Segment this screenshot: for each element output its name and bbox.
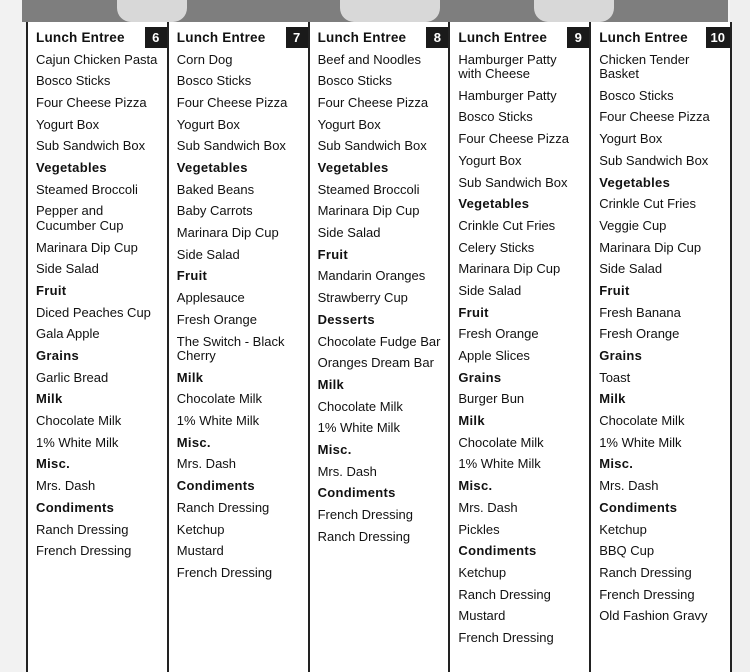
day-number-badge: 8 (426, 27, 448, 48)
menu-item: Veggie Cup (599, 217, 667, 233)
category-heading: Condiments (36, 499, 115, 515)
column-header (458, 27, 589, 49)
menu-item: Chocolate Milk (458, 434, 544, 450)
category-heading: Vegetables (317, 160, 389, 176)
menu-item: Four Cheese Pizza (599, 109, 710, 125)
menu-item: Ketchup (599, 521, 647, 537)
menu-item: Cajun Chicken Pasta (36, 51, 158, 67)
menu-item: Pickles (458, 521, 500, 537)
column-title: Lunch Entree (36, 30, 125, 45)
menu-item: Diced Peaches Cup (36, 304, 151, 320)
menu-item: Side Salad (36, 261, 99, 277)
menu-item: Four Cheese Pizza (458, 131, 569, 147)
menu-item: Ranch Dressing (458, 586, 551, 602)
menu-item: Four Cheese Pizza (317, 94, 429, 110)
menu-item: 1% White Milk (599, 434, 682, 450)
menu-item: Ketchup (458, 564, 507, 580)
category-heading: Misc. (176, 434, 211, 450)
category-heading: Condiments (599, 499, 678, 515)
menu-item: Pepper and Cucumber Cup (36, 203, 124, 233)
menu-item: Four Cheese Pizza (176, 94, 288, 110)
menu-item: Ranch Dressing (599, 564, 692, 580)
menu-item: Marinara Dip Cup (599, 239, 702, 255)
category-heading: Fruit (36, 282, 67, 298)
category-heading: Milk (317, 376, 345, 392)
menu-item: Celery Sticks (458, 239, 535, 255)
page-right-margin (730, 0, 750, 672)
menu-item: Sub Sandwich Box (599, 152, 709, 168)
menu-item: Yogurt Box (176, 116, 240, 132)
menu-item: 1% White Milk (36, 434, 119, 450)
menu-item: French Dressing (458, 629, 554, 645)
menu-item: Chocolate Milk (599, 413, 685, 429)
menu-item: Fresh Orange (599, 326, 680, 342)
category-heading: Vegetables (36, 160, 107, 176)
menu-item: Crinkle Cut Fries (458, 217, 556, 233)
menu-item: Sub Sandwich Box (176, 138, 286, 154)
menu-item: Side Salad (317, 225, 381, 241)
menu-item: Sub Sandwich Box (36, 138, 146, 154)
menu-item: Garlic Bread (36, 369, 109, 385)
menu-item: Oranges Dream Bar (317, 355, 434, 371)
menu-item: 1% White Milk (317, 420, 400, 436)
mascot-image-3 (534, 0, 614, 22)
menu-item: 1% White Milk (458, 456, 541, 472)
menu-day-column (28, 22, 169, 672)
menu-item: Old Fashion Gravy (599, 608, 708, 624)
menu-item: Mrs. Dash (458, 499, 518, 515)
category-heading: Milk (458, 413, 485, 429)
menu-item: Toast (599, 369, 631, 385)
menu-item: Mrs. Dash (317, 463, 377, 479)
menu-item: Mustard (458, 608, 506, 624)
menu-item: Ketchup (176, 521, 225, 537)
menu-item: Sub Sandwich Box (317, 138, 427, 154)
menu-item: Fresh Banana (599, 304, 681, 320)
category-heading: Fruit (317, 246, 348, 262)
menu-item: Beef and Noodles (317, 51, 421, 67)
menu-day-column (310, 22, 451, 672)
menu-item: Marinara Dip Cup (176, 225, 279, 241)
menu-item: French Dressing (176, 564, 273, 580)
category-heading: Fruit (458, 304, 489, 320)
column-title: Lunch Entree (317, 30, 407, 45)
menu-item: 1% White Milk (176, 413, 260, 429)
category-heading: Vegetables (458, 196, 530, 212)
menu-item: Crinkle Cut Fries (599, 196, 696, 212)
category-heading: Milk (176, 369, 204, 385)
category-heading: Vegetables (599, 174, 671, 190)
column-title: Lunch Entree (458, 30, 548, 45)
menu-day-column (450, 22, 591, 672)
menu-item: Burger Bun (458, 391, 525, 407)
menu-item: Yogurt Box (599, 131, 663, 147)
menu-item: Chocolate Fudge Bar (317, 333, 441, 349)
category-heading: Condiments (317, 485, 396, 501)
menu-item: Yogurt Box (458, 152, 522, 168)
category-heading: Grains (458, 369, 502, 385)
category-heading: Condiments (458, 543, 537, 559)
category-heading: Grains (599, 348, 643, 364)
category-heading: Misc. (36, 456, 71, 472)
menu-item: French Dressing (317, 507, 413, 523)
menu-item: Hamburger Patty (458, 87, 557, 103)
category-heading: Grains (36, 348, 79, 364)
category-heading: Misc. (317, 441, 352, 457)
menu-item: Mandarin Oranges (317, 268, 426, 284)
menu-item: Bosco Sticks (176, 73, 252, 89)
category-heading: Misc. (458, 478, 493, 494)
lunch-menu-table (26, 22, 732, 672)
menu-item: Marinara Dip Cup (36, 239, 138, 255)
menu-item: Marinara Dip Cup (458, 261, 561, 277)
menu-item: Bosco Sticks (599, 87, 674, 103)
category-heading: Desserts (317, 311, 375, 327)
menu-item: The Switch - Black Cherry (176, 333, 285, 364)
menu-item: Apple Slices (458, 348, 530, 364)
menu-item: Side Salad (599, 261, 663, 277)
menu-item: Strawberry Cup (317, 290, 408, 306)
menu-day-column (591, 22, 730, 672)
menu-item: Chocolate Milk (317, 398, 403, 414)
mascot-image-2 (340, 0, 440, 22)
menu-item: Ranch Dressing (176, 499, 270, 515)
menu-item: Steamed Broccoli (36, 181, 138, 197)
menu-item: Mrs. Dash (599, 478, 659, 494)
menu-item: Side Salad (458, 282, 522, 298)
menu-item: Gala Apple (36, 326, 100, 342)
mascot-image-1 (117, 0, 187, 22)
menu-item: Bosco Sticks (458, 109, 533, 125)
day-number-badge: 7 (286, 27, 308, 48)
menu-item: Four Cheese Pizza (36, 94, 147, 110)
menu-item: Mustard (176, 543, 224, 559)
menu-day-column (169, 22, 310, 672)
category-heading: Fruit (176, 268, 208, 284)
menu-item: Bosco Sticks (36, 73, 111, 89)
menu-item: Hamburger Patty with Cheese (458, 51, 557, 82)
column-header (177, 27, 308, 49)
page-left-margin (0, 0, 22, 672)
menu-item: Baked Beans (176, 181, 255, 197)
menu-item: Yogurt Box (36, 116, 100, 132)
column-header (599, 27, 730, 49)
menu-item: Steamed Broccoli (317, 181, 420, 197)
day-number-badge: 9 (567, 27, 589, 48)
menu-item: BBQ Cup (599, 543, 655, 559)
category-heading: Milk (36, 391, 63, 407)
menu-item: Mrs. Dash (176, 456, 237, 472)
menu-item: French Dressing (599, 586, 695, 602)
column-title: Lunch Entree (599, 30, 688, 45)
menu-item: Ranch Dressing (317, 528, 411, 544)
menu-item: Chocolate Milk (36, 413, 122, 429)
menu-item: Sub Sandwich Box (458, 174, 568, 190)
column-header (36, 27, 167, 49)
menu-item: Bosco Sticks (317, 73, 393, 89)
menu-item: Corn Dog (176, 51, 233, 67)
menu-item: French Dressing (36, 543, 132, 559)
category-heading: Condiments (176, 478, 255, 494)
category-heading: Misc. (599, 456, 634, 472)
column-title: Lunch Entree (176, 30, 266, 45)
menu-item: Fresh Orange (176, 311, 257, 327)
menu-item: Chicken Tender Basket (599, 51, 690, 82)
category-heading: Milk (599, 391, 626, 407)
menu-item: Ranch Dressing (36, 521, 129, 537)
day-number-badge: 6 (145, 27, 167, 48)
day-number-badge: 10 (706, 27, 730, 48)
menu-item: Applesauce (176, 290, 245, 306)
menu-item: Side Salad (176, 246, 240, 262)
menu-item: Mrs. Dash (36, 478, 96, 494)
menu-item: Fresh Orange (458, 326, 539, 342)
menu-item: Yogurt Box (317, 116, 381, 132)
menu-item: Chocolate Milk (176, 391, 263, 407)
menu-item: Baby Carrots (176, 203, 253, 219)
menu-item: Marinara Dip Cup (317, 203, 420, 219)
mascot-banner (22, 0, 728, 22)
category-heading: Fruit (599, 282, 630, 298)
column-header (318, 27, 449, 49)
category-heading: Vegetables (176, 160, 248, 176)
